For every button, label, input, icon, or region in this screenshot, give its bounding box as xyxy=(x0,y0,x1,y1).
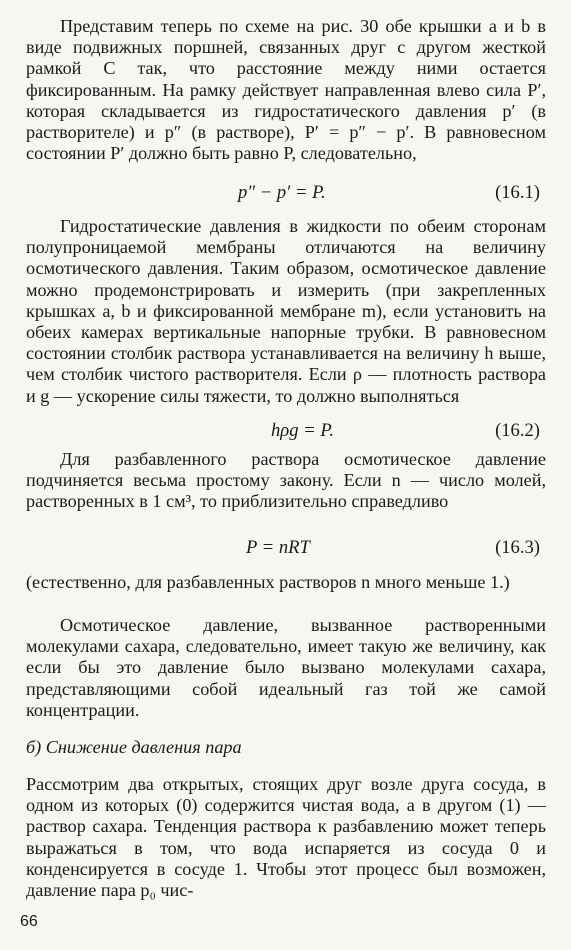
page-number: 66 xyxy=(20,913,38,930)
paragraph-vessels: Рассмотрим два открытых, стоящих друг возле друга сосуда, в одном из которых (0) содержится чистая вода, а в другом (1) — раствор сахара. Тенденция раствора к разбавлению может теперь выражаться в том, что вода испаряется из сосуда 0 и конденсируется в сосуде 1. Чтобы этот процесс был возможен, давление пара p₀ чис- xyxy=(26,774,546,901)
paragraph-remark: (естественно, для разбавленных растворов n много меньше 1.) xyxy=(26,572,510,592)
equation-number: (16.1) xyxy=(495,182,540,203)
paragraph-hydrostatic: Гидростатические давления в жидкости по обеим сторонам полупроницаемой мембраны отличаются на величину осмотического давления. Таким образом, осмотическое давление можно продемонстрировать и измерить (при закрепленных крышках a, b и фиксированной мембране m), если установить на обеих камерах вертикальные напорные трубки. В равновесном состоянии столбик раствора устанавливается на величину h выше, чем столбик чистого растворителя. Если ρ — плотность раствора и g — ускорение силы тяжести, то должно выполняться xyxy=(26,216,546,406)
section-heading: б) Снижение давления пара xyxy=(26,737,242,757)
equation-number: (16.3) xyxy=(495,537,540,558)
equation-expression: hρg = P. xyxy=(271,420,334,441)
equation-expression: p″ − p′ = P. xyxy=(238,182,326,203)
paragraph-dilute-law: Для разбавленного раствора осмотическое давление подчиняется весьма простому закону. Если n — число молей, растворенных в 1 см³, то приблизительно справедливо xyxy=(26,449,546,512)
equation-number: (16.2) xyxy=(495,420,540,441)
equation-16-2 xyxy=(26,420,546,444)
paragraph-sugar-gas: Осмотическое давление, вызванное растворенными молекулами сахара, следовательно, имеет такую же величину, как если бы это давление было вызвано молекулами сахара, представляющими собой идеальный газ той же самой концентрации. xyxy=(26,615,546,720)
equation-16-3 xyxy=(26,537,546,561)
paragraph-pistons: Представим теперь по схеме на рис. 30 обе крышки a и b в виде подвижных поршней, связанных друг с другом жесткой рамкой C так, что расстояние между ними остается фиксированным. На рамку действует направленная влево сила P′, которая складывается из гидростатического давления p′ (в растворителе) и p″ (в растворе), P′ = p″ − p′. В равновесном состоянии P′ должно быть равно P, следовательно, xyxy=(26,16,546,164)
equation-16-1 xyxy=(26,182,546,206)
equation-expression: P = nRT xyxy=(246,537,310,558)
